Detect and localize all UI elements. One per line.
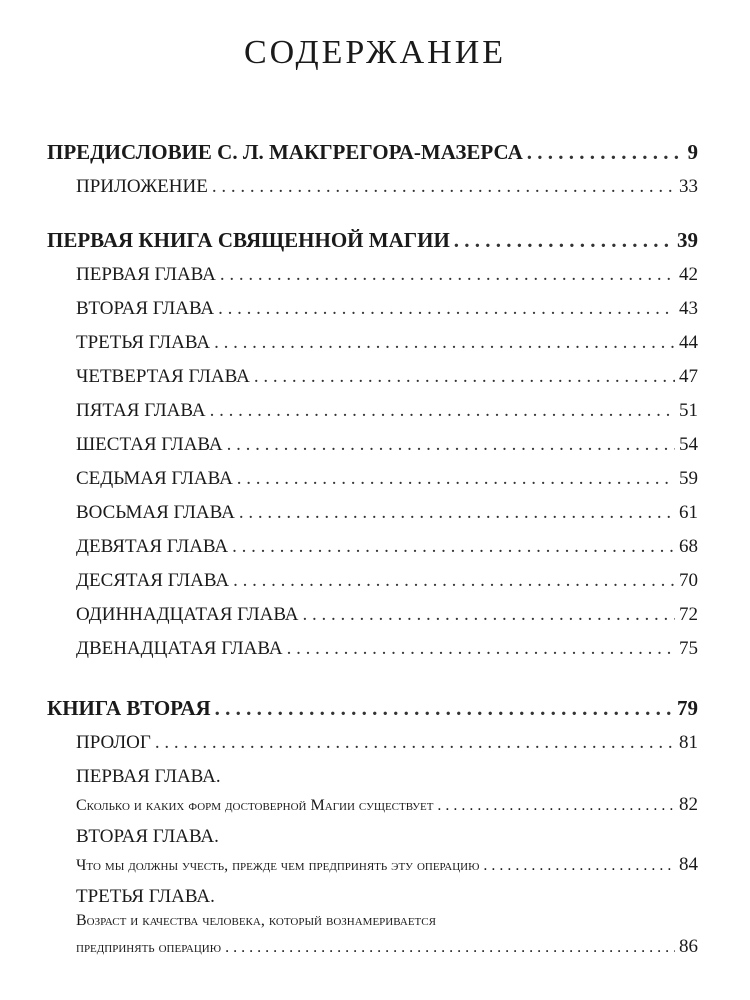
- toc-entry-chapter: [76, 536, 698, 558]
- toc-entry-chapter: [76, 434, 698, 456]
- dot-leader: [483, 857, 675, 875]
- dot-leader: [210, 400, 675, 422]
- toc-entry-chapter: [76, 366, 698, 388]
- dot-leader: [254, 366, 675, 388]
- toc-entry-page: 51: [679, 400, 698, 421]
- toc-entry-label: ПЕРВАЯ ГЛАВА: [76, 264, 216, 285]
- dot-leader: [227, 434, 675, 456]
- dot-leader: [218, 298, 675, 320]
- toc-entry-page: 42: [679, 264, 698, 285]
- toc-entry-book-two: [47, 696, 698, 721]
- toc-entry-appendix: [76, 176, 698, 198]
- toc-entry-prologue: [76, 732, 698, 754]
- toc-entry-page: 79: [677, 696, 698, 720]
- dot-leader: [155, 732, 675, 754]
- toc-entry-chapter: [76, 400, 698, 422]
- toc-entry-label: ЧЕТВЕРТАЯ ГЛАВА: [76, 366, 250, 387]
- toc-entry-label: ТРЕТЬЯ ГЛАВА: [76, 332, 211, 353]
- toc-entry-page: 61: [679, 502, 698, 523]
- toc-entry-label: ДВЕНАДЦАТАЯ ГЛАВА: [76, 638, 283, 659]
- toc-entry-page: 86: [679, 936, 698, 957]
- toc-entry-label: ДЕВЯТАЯ ГЛАВА: [76, 536, 229, 557]
- toc-entry-label: ПРЕДИСЛОВИЕ С. Л. МАКГРЕГОРА-МАЗЕРСА: [47, 140, 523, 164]
- book-two-chapter-heading: ТРЕТЬЯ ГЛАВА.: [76, 886, 215, 907]
- dot-leader: [437, 797, 675, 815]
- toc-entry-page: 84: [679, 854, 698, 875]
- toc-entry-label: ОДИННАДЦАТАЯ ГЛАВА: [76, 604, 299, 625]
- toc-entry-label: ШЕСТАЯ ГЛАВА: [76, 434, 223, 455]
- book-two-chapter-entry: [76, 936, 698, 958]
- toc-entry-page: 70: [679, 570, 698, 591]
- toc-entry-preface: [47, 140, 698, 165]
- toc-entry-page: 9: [687, 140, 698, 164]
- toc-entry-page: 81: [679, 732, 698, 753]
- book-two-chapter-heading: ПЕРВАЯ ГЛАВА.: [76, 766, 221, 787]
- toc-entry-chapter: [76, 298, 698, 320]
- toc-entry-label: ВОСЬМАЯ ГЛАВА: [76, 502, 235, 523]
- toc-entry-chapter: [76, 502, 698, 524]
- dot-leader: [527, 140, 684, 165]
- toc-entry-chapter: [76, 638, 698, 660]
- toc-entry-page: 72: [679, 604, 698, 625]
- dot-leader: [287, 638, 675, 660]
- toc-entry-label: ПЕРВАЯ КНИГА СВЯЩЕННОЙ МАГИИ: [47, 228, 450, 252]
- book-two-chapter-entry: [76, 794, 698, 816]
- dot-leader: [225, 939, 675, 957]
- toc-entry-label: ПРИЛОЖЕНИЕ: [76, 176, 208, 197]
- dot-leader: [454, 228, 673, 253]
- toc-entry-chapter: [76, 264, 698, 286]
- book-two-chapter-heading: ВТОРАЯ ГЛАВА.: [76, 826, 219, 847]
- toc-entry-chapter: [76, 604, 698, 626]
- dot-leader: [215, 696, 673, 721]
- toc-entry-page: 54: [679, 434, 698, 455]
- dot-leader: [214, 332, 675, 354]
- toc-entry-label: ПРОЛОГ: [76, 732, 151, 753]
- dot-leader: [303, 604, 675, 626]
- toc-entry-book-one: [47, 228, 698, 253]
- dot-leader: [237, 468, 675, 490]
- page-title: СОДЕРЖАНИЕ: [243, 34, 507, 71]
- dot-leader: [232, 536, 675, 558]
- toc-entry-chapter: [76, 332, 698, 354]
- toc-entry-chapter: [76, 570, 698, 592]
- chapter-subtitle: предпринять операцию: [76, 939, 222, 956]
- toc-entry-label: ПЯТАЯ ГЛАВА: [76, 400, 206, 421]
- toc-entry-label: ВТОРАЯ ГЛАВА: [76, 298, 215, 319]
- dot-leader: [233, 570, 675, 592]
- toc-entry-label: СЕДЬМАЯ ГЛАВА: [76, 468, 233, 489]
- toc-entry-label: ДЕСЯТАЯ ГЛАВА: [76, 570, 230, 591]
- chapter-subtitle: Сколько и каких форм достоверной Магии существует: [76, 797, 434, 814]
- toc-entry-label: КНИГА ВТОРАЯ: [47, 696, 211, 720]
- dot-leader: [239, 502, 675, 524]
- toc-entry-page: 47: [679, 366, 698, 387]
- toc-entry-page: 68: [679, 536, 698, 557]
- toc-entry-page: 33: [679, 176, 698, 197]
- toc-entry-page: 82: [679, 794, 698, 815]
- toc-entry-page: 43: [679, 298, 698, 319]
- toc-entry-chapter: [76, 468, 698, 490]
- toc-entry-page: 75: [679, 638, 698, 659]
- chapter-subtitle: Возраст и качества человека, который вознамеривается: [76, 912, 436, 929]
- book-two-chapter-entry: [76, 854, 698, 876]
- chapter-subtitle: Что мы должны учесть, прежде чем предпринять эту операцию: [76, 857, 480, 874]
- dot-leader: [220, 264, 675, 286]
- toc-entry-page: 39: [677, 228, 698, 252]
- toc-entry-page: 59: [679, 468, 698, 489]
- dot-leader: [212, 176, 675, 198]
- toc-entry-page: 44: [679, 332, 698, 353]
